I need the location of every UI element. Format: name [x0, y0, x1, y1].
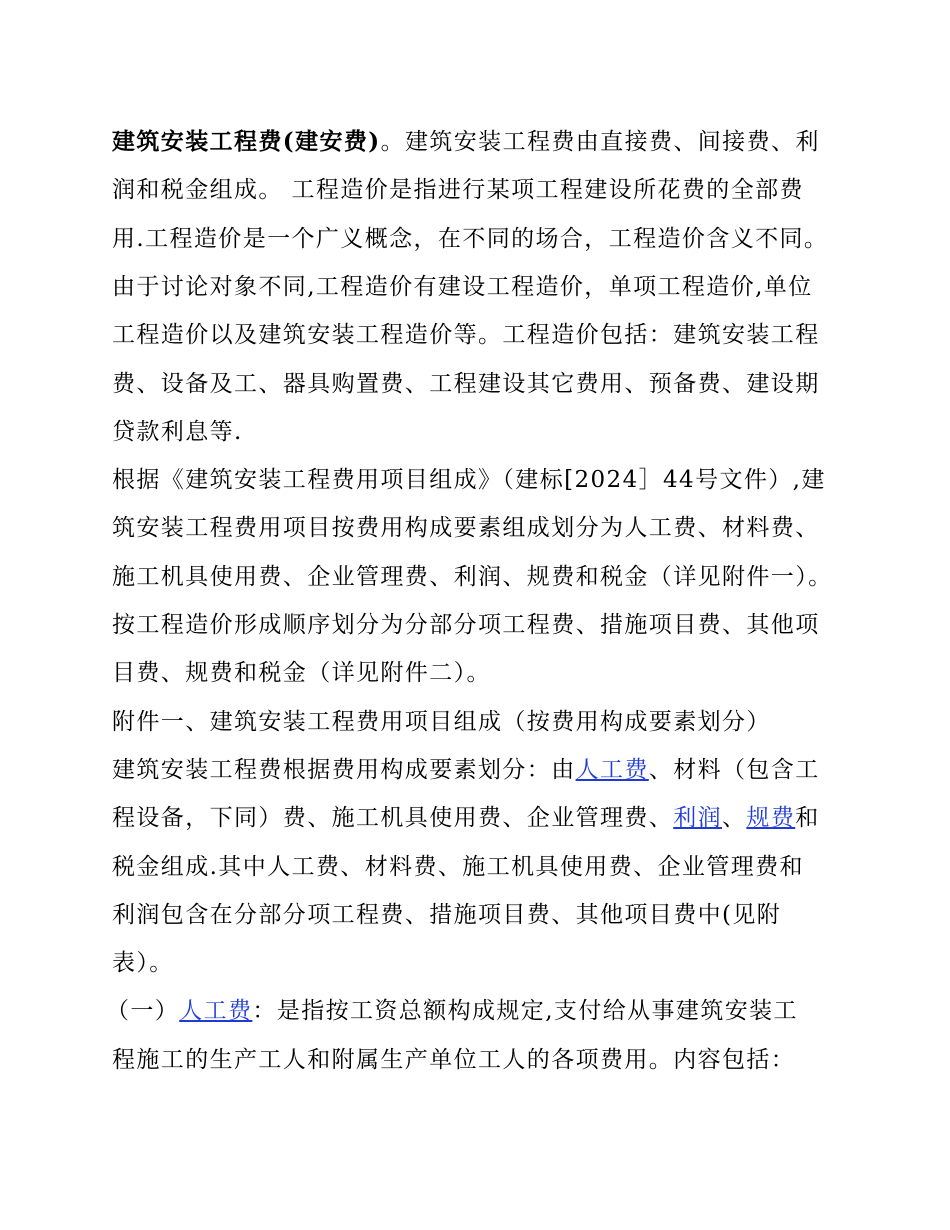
- text-segment: ：是指按工资总额构成规定,支付给从事建筑安装工: [252, 998, 798, 1025]
- text-segment: 筑安装工程费用项目按费用构成要素组成划分为人工费、材料费、: [112, 515, 820, 542]
- text-line: [112, 852, 804, 882]
- text-line: [112, 369, 820, 399]
- text-segment: 贷款利息等.: [112, 418, 243, 445]
- text-segment: 利润包含在分部分项工程费、措施项目费、其他项目费中(见附: [112, 901, 782, 928]
- text-segment: 目费、规费和税金（详见附件二）。: [112, 660, 491, 687]
- text-segment: 费、设备及工、器具购置费、工程建设其它费用、预备费、建设期: [112, 370, 820, 397]
- text-line: [112, 707, 771, 737]
- bold-term: 建筑安装工程费(建安费): [112, 128, 381, 155]
- text-line: [112, 465, 826, 495]
- text-line: [112, 610, 820, 640]
- text-line: [112, 1045, 795, 1075]
- text-line: [112, 803, 820, 833]
- term-link[interactable]: 人工费: [179, 998, 253, 1025]
- text-segment: 用.工程造价是一个广义概念，在不同的场合，工程造价含义不同。: [112, 225, 829, 252]
- text-line: [112, 224, 828, 254]
- text-line: [112, 755, 820, 785]
- text-segment: 工程造价以及建筑安装工程造价等。工程造价包括：建筑安装工程: [112, 322, 820, 349]
- text-line: [112, 948, 174, 978]
- text-line: [112, 513, 820, 543]
- text-segment: 、材料（包含工: [648, 756, 820, 783]
- text-line: [112, 127, 820, 157]
- text-segment: 和: [795, 805, 820, 832]
- text-segment: 施工机具使用费、企业管理费、利润、规费和税金（详见附件一）。: [112, 563, 833, 590]
- text-segment: （一）: [106, 998, 180, 1025]
- text-line: [112, 900, 781, 930]
- text-segment: 附件一、建筑安装工程费用项目组成（按费用构成要素划分）: [112, 708, 771, 735]
- text-segment: 由于讨论对象不同,工程造价有建设工程造价，单项工程造价,单位: [112, 273, 813, 300]
- text-line: [106, 996, 798, 1026]
- text-line: [112, 562, 833, 592]
- text-segment: 、: [722, 805, 747, 832]
- text-segment: 表）。: [112, 950, 174, 977]
- text-segment: 程设备，下同）费、施工机具使用费、企业管理费、: [112, 805, 674, 832]
- text-segment: 税金组成.其中人工费、材料费、施工机具使用费、企业管理费和: [112, 853, 804, 880]
- text-segment: 按工程造价形成顺序划分为分部分项工程费、措施项目费、其他项: [112, 612, 820, 638]
- term-link[interactable]: 利润: [673, 805, 723, 832]
- term-link[interactable]: 规费: [746, 805, 796, 832]
- text-line: [112, 417, 243, 447]
- text-line: [112, 175, 804, 205]
- term-link[interactable]: 人工费: [575, 756, 649, 783]
- text-segment: 程施工的生产工人和附属生产单位工人的各项费用。内容包括：: [112, 1046, 796, 1073]
- text-segment: 润和税金组成。 工程造价是指进行某项工程建设所花费的全部费: [112, 177, 804, 204]
- text-line: [112, 658, 491, 688]
- text-line: [112, 320, 820, 350]
- text-segment: 根据《建筑安装工程费用项目组成》（建标[2024］44号文件）,建: [112, 467, 826, 494]
- text-segment: 建筑安装工程费根据费用构成要素划分：由: [112, 756, 576, 783]
- text-line: [112, 272, 813, 302]
- text-segment: 。建筑安装工程费由直接费、间接费、利: [380, 129, 820, 155]
